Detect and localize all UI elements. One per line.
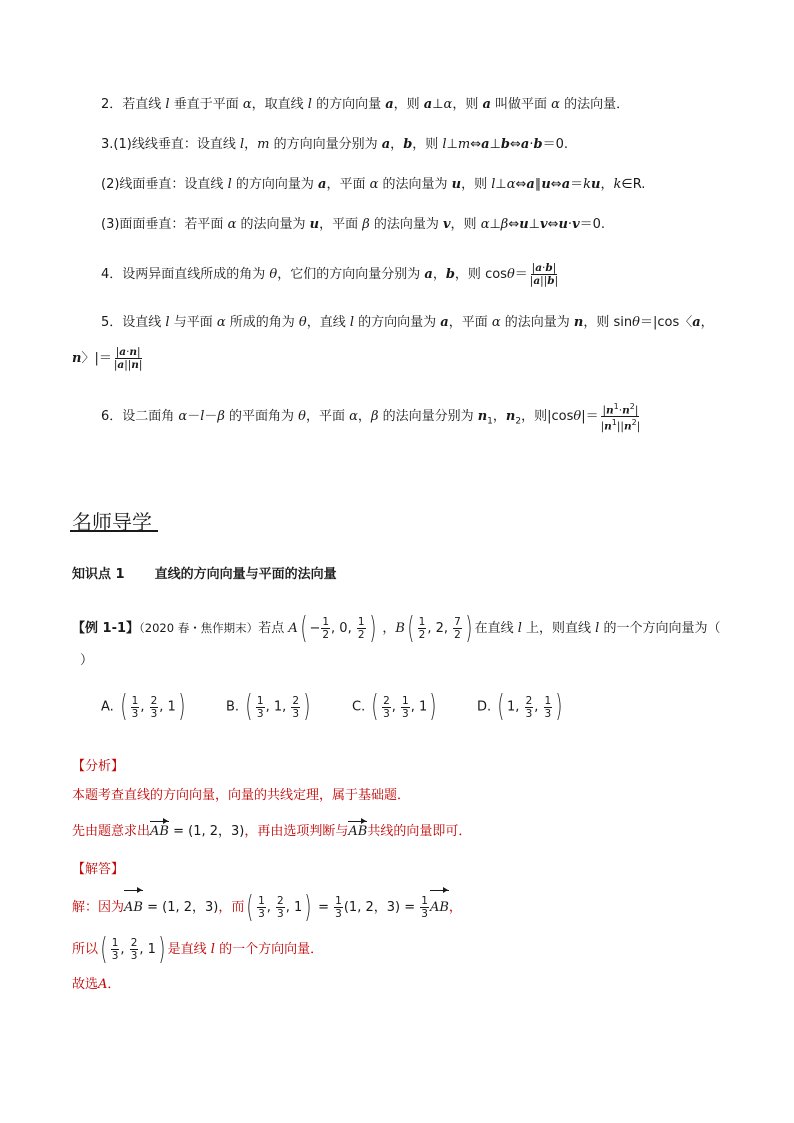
item-2: 2．若直线 l 垂直于平面 α，取直线 l 的方向向量 a，则 a⊥α，则 a 叫做平面 α 的法向量． [101, 97, 630, 112]
option-a[interactable]: A. ( $\frac{1}{3}$ , $\frac{2}{3}$ , 1) [101, 689, 186, 724]
solution-line-1: 解：因为AB = (1, 2，3)，而( $\frac{1}{3}$ , $\frac{2}{3}$ , 1) = $\frac{1}{3}$ (1, 2，3) = $\frac{1}{3}$ AB， [72, 889, 462, 925]
section-title: 名师导学 [72, 510, 152, 534]
analysis-line-2: 先由题意求出AB = (1, 2，3)，再由选项判断与AB共线的向量即可． [72, 824, 472, 839]
solution-heading: 【解答】 [72, 862, 125, 877]
analysis-heading: 【分析】 [72, 759, 125, 774]
item-3-2: (2)线面垂直：设直线 l 的方向向量为 a，平面 α 的法向量为 u，则 l⊥α⇔a∥u⇔a＝ku，k∈R. [101, 177, 646, 192]
example-close-paren: ） [80, 653, 94, 668]
item-5-line-1: 5．设直线 l 与平面 α 所成的角为 θ，直线 l 的方向向量为 a，平面 α 的法向量为 n，则 sinθ＝|cos〈a， [101, 315, 714, 330]
option-d[interactable]: D. ( 1, $\frac{2}{3}$ , $\frac{1}{3}$ ) [477, 689, 563, 724]
item-5-line-2: n〉|＝ $\frac{|a\cdot n|}{|a||n|}$ [72, 346, 143, 371]
analysis-line-1: 本题考查直线的方向向量，向量的共线定理，属于基础题． [72, 788, 411, 803]
section-title-underline [70, 530, 158, 532]
solution-line-3: 故选A． [72, 977, 121, 992]
item-4: 4．设两异面直线所成的角为 θ，它们的方向向量分别为 a，b，则 cosθ＝ $\frac{|a\cdot b|}{|a||b|}$ [101, 262, 559, 287]
knowledge-point-label: 知识点 1 [72, 567, 125, 582]
item-3-3: (3)面面垂直：若平面 α 的法向量为 u，平面 β 的法向量为 v，则 α⊥β⇔u⊥v⇔u·v＝0. [101, 217, 606, 232]
option-c[interactable]: C. ( $\frac{2}{3}$ , $\frac{1}{3}$ , 1) [352, 689, 437, 724]
item-6: 6．设二面角 α－l－β 的平面角为 θ，平面 α，β 的法向量分别为 $n_1$，$n_2$，则|cosθ|＝ $\frac{|n^1\cdot n^2|}{|n^1||n^2|}$ [101, 401, 641, 433]
item-3-1: 3.(1)线线垂直：设直线 l，m 的方向向量分别为 a，b，则 l⊥m⇔a⊥b⇔a·b＝0. [101, 137, 568, 152]
option-b[interactable]: B. ( $\frac{1}{3}$ , 1, $\frac{2}{3}$ ) [226, 689, 311, 724]
solution-line-2: 所以( $\frac{1}{3}$ , $\frac{2}{3}$ , 1) 是直线 l 的一个方向向量． [72, 931, 324, 967]
knowledge-point-title: 直线的方向向量与平面的法向量 [154, 567, 337, 582]
knowledge-point-heading [72, 563, 367, 582]
example-1-1: 【例 1-1】（2020 春・焦作期末）若点 A( − $\frac{1}{2}$ , 0, $\frac{1}{2}$ ) ，B( $\frac{1}{2}$ , 2, $\frac{7}{2}$ ) 在直线 l 上，则直线 l 的一个方向向量为（ [72, 610, 721, 646]
